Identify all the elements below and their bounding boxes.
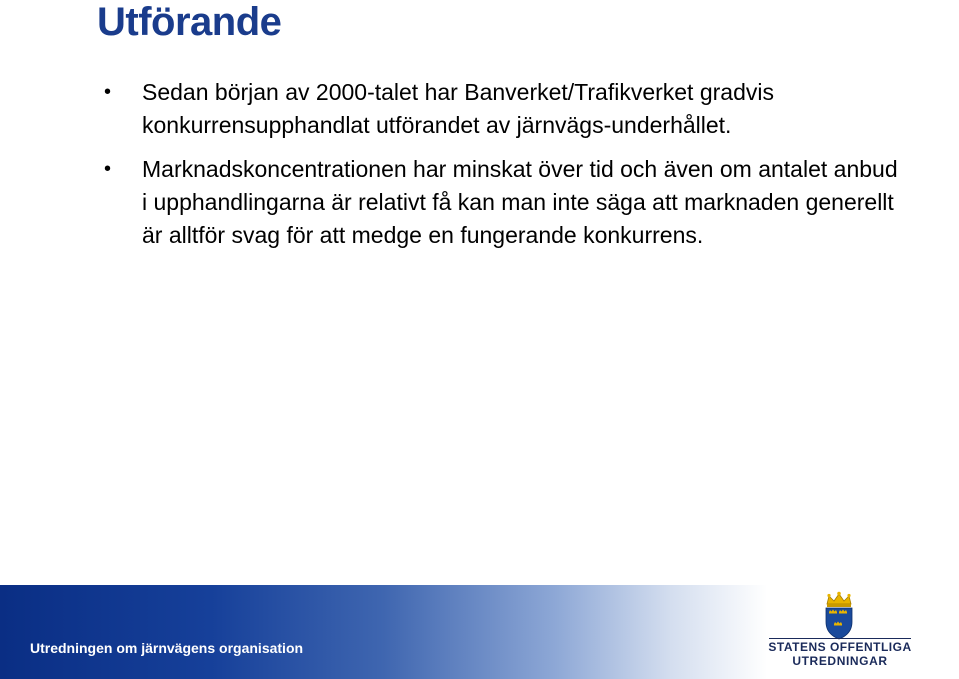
bullet-item — [104, 76, 904, 142]
sou-logo — [765, 590, 915, 676]
slide-title: Utförande — [97, 0, 282, 44]
bullet-item — [104, 153, 904, 252]
logo-divider-top — [769, 638, 911, 639]
logo-text-line2: UTREDNINGAR — [792, 654, 888, 668]
bullet-text: Sedan början av 2000-talet har Banverket/Trafikverket gradvis konkurrensupphandlat utförandet av järnvägs-underhållet. — [142, 79, 774, 138]
bullet-list — [104, 76, 904, 263]
crown-shield-icon — [817, 590, 861, 640]
logo-text-line1: STATENS OFFENTLIGA — [768, 640, 912, 654]
bullet-text: Marknadskoncentrationen har minskat över tid och även om antalet anbud i upphandlingarna är relativt få kan man inte säga att marknaden generellt är alltför svag för att medge en fungerande konkurrens. — [142, 156, 898, 248]
bullet-dot-icon: • — [104, 158, 112, 180]
footer-text: Utredningen om järnvägens organisation — [30, 640, 304, 656]
bullet-dot-icon: • — [104, 81, 112, 103]
